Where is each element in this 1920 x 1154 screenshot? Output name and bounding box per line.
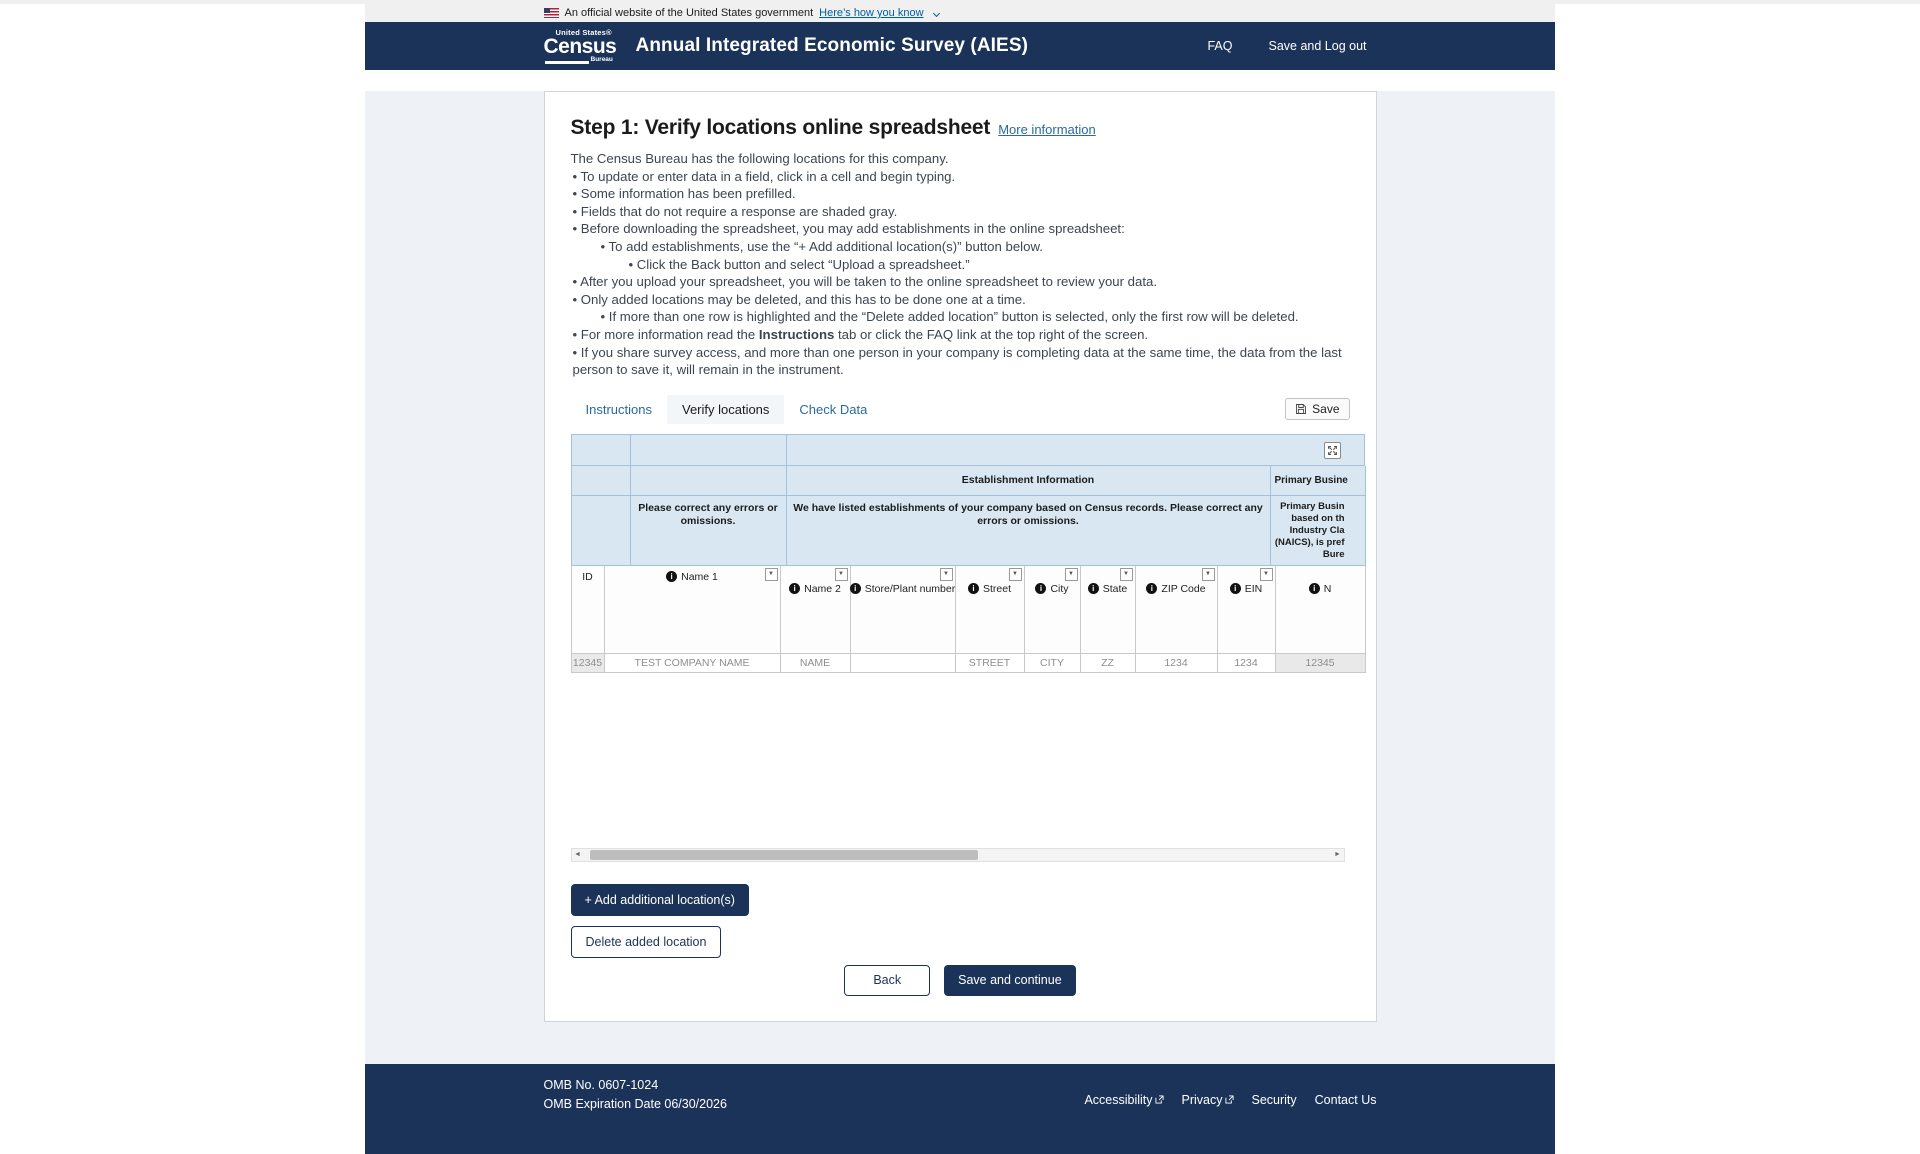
instruction-bullet: • If more than one row is highlighted and the “Delete added location” button is selected, only the first row will be deleted. [571, 308, 1350, 326]
page-title: Step 1: Verify locations online spreadsheet [570, 116, 991, 139]
column-label: Name 1 [681, 570, 718, 583]
app-footer [365, 1064, 1555, 1154]
column-header-store-plant-number [851, 566, 956, 654]
heres-how-you-know-link[interactable]: Here’s how you know [819, 7, 924, 19]
logo-census: Census [543, 35, 617, 58]
column-header-ein [1218, 566, 1276, 654]
footer-link-security[interactable]: Security [1251, 1093, 1297, 1107]
footer-link-accessibility[interactable]: Accessibility [1084, 1086, 1163, 1114]
instruction-bullet: • To add establishments, use the “+ Add additional location(s)” button below. [571, 238, 1350, 256]
intro-text: The Census Bureau has the following locations for this company. [570, 151, 949, 166]
cell-city[interactable]: CITY [1025, 654, 1081, 673]
instruction-bullet: • Before downloading the spreadsheet, you may add establishments in the online spreadsheet: [571, 220, 1350, 238]
cell-state[interactable]: ZZ [1081, 654, 1136, 673]
establishment-information-header: Establishment Information [787, 466, 1271, 496]
header-nav [1207, 39, 1376, 53]
tab-instructions[interactable]: Instructions [585, 401, 652, 417]
blue-cell [787, 434, 1365, 466]
page [365, 4, 1555, 1154]
info-icon[interactable] [1309, 583, 1320, 594]
column-header-street [956, 566, 1025, 654]
instruction-bullet: • Fields that do not require a response are shaded gray. [571, 203, 1350, 221]
filter-dropdown-icon[interactable] [835, 568, 848, 581]
more-information-link[interactable]: More information [998, 122, 1096, 137]
header-link-save-and-log-out[interactable]: Save and Log out [1268, 39, 1367, 53]
cell-ein[interactable]: 1234 [1218, 654, 1276, 673]
add-location-button[interactable]: + Add additional location(s) [571, 884, 749, 916]
spreadsheet-section [571, 434, 1352, 862]
instruction-list [571, 168, 1350, 379]
sheet-top-row [571, 434, 1365, 466]
instruction-bullet: • For more information read the Instructions tab or click the FAQ link at the top right of the screen. [571, 326, 1350, 344]
info-icon[interactable] [968, 583, 979, 594]
group-header-row [571, 466, 1365, 496]
header-link-faq[interactable]: FAQ [1207, 39, 1233, 53]
filter-dropdown-icon[interactable] [1202, 568, 1215, 581]
cell-zip-code[interactable]: 1234 [1136, 654, 1218, 673]
info-icon[interactable] [1146, 583, 1157, 594]
census-logo[interactable] [544, 29, 620, 64]
gov-banner-text: An official website of the United States government [564, 7, 814, 19]
back-button[interactable]: Back [844, 965, 930, 996]
delete-location-button[interactable]: Delete added location [571, 926, 722, 958]
cell-n[interactable]: 12345 [1276, 654, 1366, 673]
spreadsheet-viewport [571, 434, 1348, 848]
horizontal-scrollbar[interactable] [571, 848, 1345, 862]
logo-underline [545, 61, 589, 64]
column-header-name-1 [605, 566, 781, 654]
instruction-bullet: • Click the Back button and select “Upload a spreadsheet.” [571, 256, 1350, 274]
blue-cell [631, 466, 787, 496]
omb-expiration: OMB Expiration Date 06/30/2026 [543, 1097, 727, 1111]
gov-banner [365, 4, 1555, 22]
tab-bar-tabs [571, 395, 883, 424]
save-button[interactable] [1285, 398, 1349, 420]
primary-business-note-cell [1271, 496, 1366, 566]
column-header-n [1276, 566, 1366, 654]
tab-bar [571, 395, 1350, 424]
cell-id[interactable]: 12345 [572, 654, 605, 673]
app-title: Annual Integrated Economic Survey (AIES) [635, 35, 1029, 56]
column-header-city [1025, 566, 1081, 654]
tab-verify-locations[interactable]: Verify locations [667, 395, 784, 424]
scrollbar-thumb[interactable] [590, 850, 978, 860]
omb-number: OMB No. 0607-1024 [543, 1078, 659, 1092]
filter-dropdown-icon[interactable] [1120, 568, 1133, 581]
primary-business-header: Primary Busine [1271, 466, 1366, 496]
blue-cell [631, 434, 787, 466]
filter-dropdown-icon[interactable] [765, 568, 778, 581]
info-icon[interactable] [1088, 583, 1099, 594]
filter-dropdown-icon[interactable] [940, 568, 953, 581]
column-label: Street [982, 582, 1011, 595]
expand-table-button[interactable] [1324, 442, 1341, 459]
step-card [544, 91, 1377, 1022]
footer-link-contact-us[interactable]: Contact Us [1314, 1093, 1377, 1107]
column-label: N [1323, 582, 1332, 595]
filter-dropdown-icon[interactable] [1009, 568, 1022, 581]
footer-link-privacy[interactable]: Privacy [1182, 1086, 1234, 1114]
column-label: Name 2 [804, 582, 841, 595]
scroll-right-arrow[interactable] [1332, 849, 1344, 861]
cell-store-plant-number[interactable] [851, 654, 956, 673]
cell-street[interactable]: STREET [956, 654, 1025, 673]
note-row [571, 496, 1365, 566]
instruction-bullet: • If you share survey access, and more than one person in your company is completing data at the same time, the data from the last person to save it, will remain in the instrument. [571, 344, 1350, 379]
instruction-bullet: • To update or enter data in a field, click in a cell and begin typing. [571, 168, 1350, 186]
expand-icon [1327, 445, 1338, 456]
primary-business-note: Primary Busin based on th Industry Cla (NAICS), is pref Bure [1274, 500, 1345, 560]
listed-establishments-note: We have listed establishments of your company based on Census records. Please correct any errors or omissions. [787, 496, 1271, 566]
floppy-disk-icon [1295, 403, 1307, 415]
cell-name-2[interactable]: NAME [781, 654, 851, 673]
save-button-label: Save [1312, 402, 1340, 417]
column-label: ZIP Code [1161, 582, 1206, 595]
info-icon[interactable] [666, 571, 677, 582]
data-row [571, 654, 1365, 673]
chevron-down-icon [932, 9, 939, 16]
instruction-bullet: • Some information has been prefilled. [571, 185, 1350, 203]
info-icon[interactable] [789, 583, 800, 594]
us-flag-icon [544, 8, 559, 18]
filter-dropdown-icon[interactable] [1065, 568, 1078, 581]
app-header [365, 22, 1555, 70]
external-link-icon [1225, 1093, 1234, 1107]
filter-dropdown-icon[interactable] [1260, 568, 1273, 581]
column-header-state [1081, 566, 1136, 654]
blue-cell [572, 434, 631, 466]
column-label: State [1102, 582, 1128, 595]
footer-links [1084, 1086, 1376, 1114]
tab-check-data[interactable]: Check Data [799, 401, 868, 417]
save-and-continue-button[interactable]: Save and continue [944, 965, 1076, 996]
info-icon[interactable] [1035, 583, 1046, 594]
blue-cell [572, 496, 631, 566]
external-link-icon [1155, 1093, 1164, 1107]
cell-name-1[interactable]: TEST COMPANY NAME [605, 654, 781, 673]
correct-errors-note: Please correct any errors or omissions. [631, 496, 787, 566]
info-icon[interactable] [1230, 583, 1241, 594]
column-label: Store/Plant number [864, 582, 956, 595]
column-label: City [1050, 582, 1069, 595]
column-header-zip-code [1136, 566, 1218, 654]
scroll-left-arrow[interactable] [572, 849, 584, 861]
logo-united-states: United States® [555, 27, 612, 37]
column-label: EIN [1244, 582, 1263, 595]
column-header-row [571, 566, 1365, 654]
column-header-name-2 [781, 566, 851, 654]
instruction-bullet: • After you upload your spreadsheet, you will be taken to the online spreadsheet to review your data. [571, 273, 1350, 291]
instruction-bullet: • Only added locations may be deleted, and this has to be done one at a time. [571, 291, 1350, 309]
column-label: ID [582, 570, 593, 583]
column-header-id [572, 566, 605, 654]
info-icon[interactable] [850, 583, 861, 594]
content-area [365, 91, 1555, 1064]
logo-bureau: Bureau [590, 56, 613, 63]
blue-cell [572, 466, 631, 496]
